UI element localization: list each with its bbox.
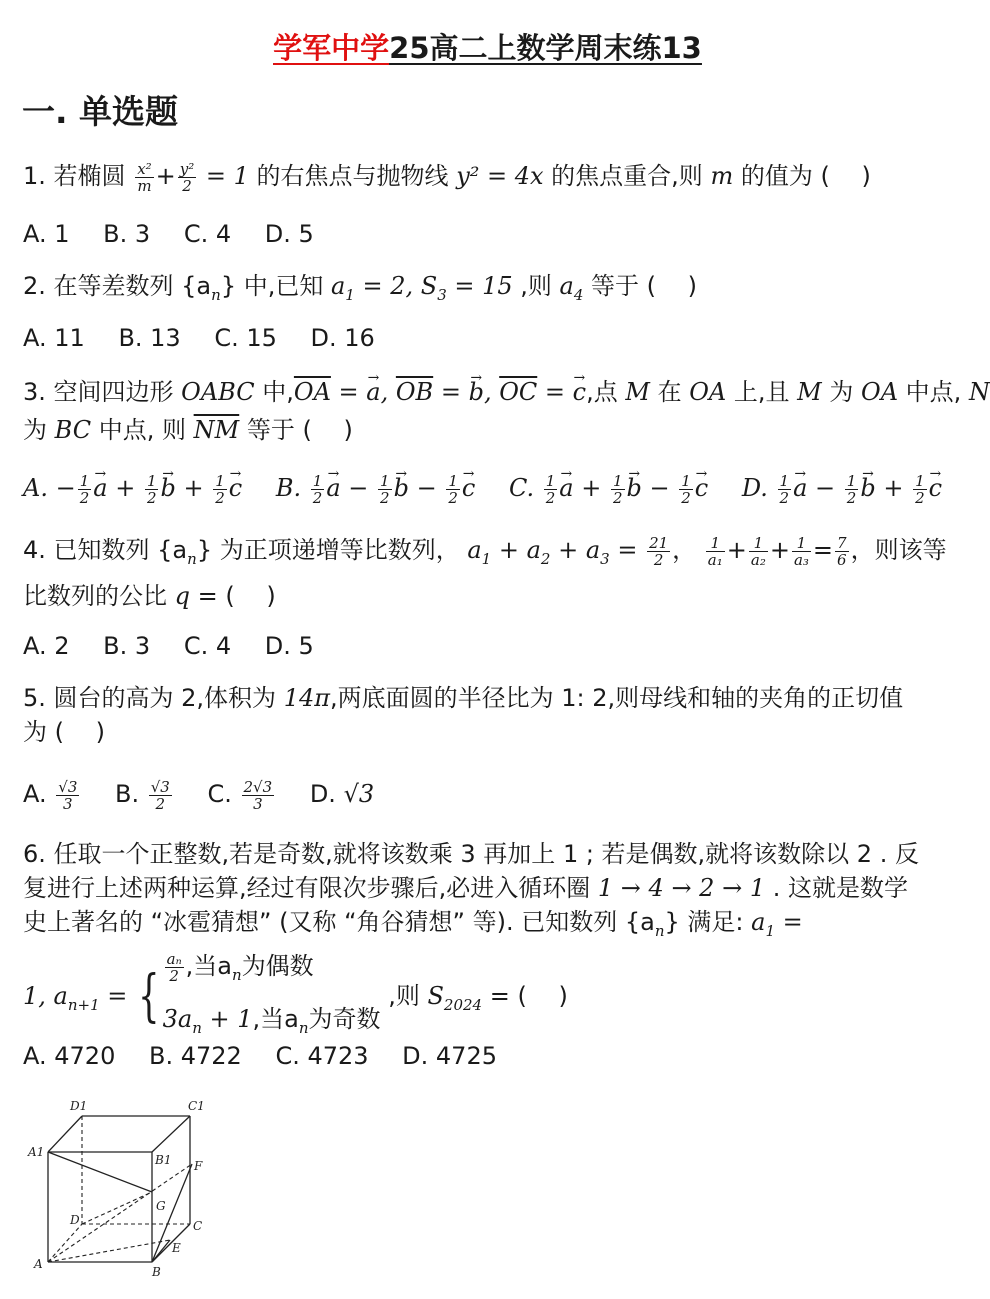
option-a[interactable]: A. 4720 [23,1042,116,1070]
q1-number: 1. [23,162,46,190]
q4-text-d: 比数列的公比 [23,582,167,610]
option-b[interactable]: B. $\frac{1}{2}$ → a − $\frac{1}{2}$ → b − $\frac{1}{2}$ → c [276,472,475,506]
question-2: 2. 在等差数列 $\{a_n\}$ 中,已知 $a_1 = 2$, $S_3 = 15$ ,则 $a_4$ 等于 ( ) [23,272,698,304]
label-g: G [156,1199,166,1213]
option-b[interactable]: B. 4722 [148,1042,242,1070]
q3-text: 3. 空间四边形 [23,378,174,406]
label-b: B [152,1265,161,1279]
q1-text-d: 的值为 ( ) [740,162,871,190]
q3-text-c: ,点 [586,378,618,406]
q6-case-1-tail: 为偶数 [241,952,314,980]
option-b[interactable]: B. $\frac{√3}{2}$ [115,777,170,813]
q6-case-1: ,当a [185,952,233,980]
question-6-line-4: 1, $a_{n+1}$ = { $\frac{\text{aₙ}}{2}$ ,当$a_n$为偶数 $3a_n + 1$,当$a_n$为奇数 ,则 $S_{2024}$ = ( ) [23,950,568,1037]
q3-text-g: 中点, [905,378,962,406]
label-a1: A1 [28,1145,45,1159]
q1-text-c: 的焦点重合,则 [551,162,703,190]
option-a[interactable]: A. 1 [23,220,70,248]
q3-text-e: 上,且 [733,378,790,406]
q1-options [23,218,340,250]
question-1: 1. 若椭圆 $\frac{\text{x²}}{m}$ + $\frac{\text{y²}}{2}$ = 1 的右焦点与抛物线 y² = 4x 的焦点重合,则 m 的值为 ( ) [23,159,871,195]
question-5-line-1: 5. 圆台的高为 2,体积为 14π,两底面圆的半径比为 1: 2,则母线和轴的夹角的正切值 [23,684,904,712]
option-c[interactable]: C. $\frac{2√3}{3}$ [207,777,273,813]
option-c[interactable]: C. 4723 [275,1042,369,1070]
q6-text-d: } 满足: [664,908,744,936]
option-d[interactable]: D. 16 [310,324,375,352]
question-3-line-1: 3. 空间四边形 OABC 中$,\overline{OA}$ = → a, $\overline{OB}$ = → b, $\overline{OC}$ = → c,点 M 在 OA 上,且 M 为 OA 中点, N [23,376,990,408]
q6-text-b: . 这就是数学 [772,874,908,902]
label-c: C [193,1219,203,1233]
option-a[interactable]: A. − $\frac{1}{2}$ → a + $\frac{1}{2}$ → b + $\frac{1}{2}$ → c [23,472,242,506]
option-d[interactable]: D. $\frac{1}{2}$ → a − $\frac{1}{2}$ → b + $\frac{1}{2}$ → c [742,472,942,506]
option-c[interactable]: C. $\frac{1}{2}$ → a + $\frac{1}{2}$ → b − $\frac{1}{2}$ → c [509,472,708,506]
question-6-line-1: 6. 任取一个正整数,若是奇数,就将该数乘 3 再加上 1 ; 若是偶数,就将该数除以 2 . 反 [23,840,919,868]
cube-figure [24,1092,224,1282]
option-c[interactable]: C. 15 [214,324,277,352]
option-c[interactable]: C. 4 [183,220,232,248]
q3-text-b: 中, [262,378,294,406]
q3-text-f: 为 [829,378,854,406]
q1-frac-y: $\frac{\text{y²}}{2}$ [179,159,195,195]
question-5-line-2: 为 ( ) [23,718,105,746]
q2-tail: 等于 ( ) [591,272,698,300]
label-c1: C1 [188,1099,205,1113]
q1-frac-x: $\frac{\text{x²}}{m}$ [137,159,152,195]
q3-options [23,472,968,506]
q3-text-j: 等于 ( ) [246,416,353,444]
q6-then: ,则 [388,981,420,1010]
question-3-line-2: 为 BC 中点, 则 $\overline{NM}$ 等于 ( ) [23,416,353,444]
option-d[interactable]: D. 4725 [402,1042,497,1070]
option-d[interactable]: D. √3 [309,780,375,808]
label-d1: D1 [70,1099,88,1113]
q2-mid: } 中,已知 [220,272,324,300]
page-title [0,26,975,67]
question-4-line-1: 4. 已知数列 $\{a_n\}$ 为正项递增等比数列， $a_1 + a_2 + a_3$ = $\frac{21}{2}$ ， $\frac{1}{\text{a₁}}$ + $\frac{1}{\text{a₂}}$ + $\frac{1}{\text{a₃}}$ = $\frac{7}{6}$ ，则该等 [23,533,947,569]
option-b[interactable]: B. 3 [103,632,151,660]
section-heading: 一. 单选题 [22,92,179,131]
q4-text-e: = ( ) [197,582,276,610]
q4-text-c: ，则该等 [850,536,947,564]
q5-text-b: ,两底面圆的半径比为 1: 2,则母线和轴的夹角的正切值 [330,684,904,712]
question-4-line-2: 比数列的公比 q = ( ) [23,582,276,610]
q2-options [23,322,401,354]
question-6-line-2: 复进行上述两种运算,经过有限次步骤后,必进入循环圈 1 → 4 → 2 → 1 . 这就是数学 [23,874,908,902]
q2-text: 2. 在等差数列 {a [23,272,212,300]
label-b1: B1 [155,1153,172,1167]
question-6-line-3: 史上著名的 “冰雹猜想” (又称 “角谷猜想” 等). 已知数列 $\{a_n\}$ 满足: $a_1$ = [23,908,803,940]
q6-case-2: ,当a [252,1004,299,1033]
option-c[interactable]: C. 4 [183,632,232,660]
title-school: 学军中学 [273,31,390,65]
option-d[interactable]: D. 5 [264,220,314,248]
option-a[interactable]: A. $\frac{√3}{3}$ [23,777,78,813]
label-f: F [194,1159,203,1173]
q5-text: 5. 圆台的高为 2,体积为 [23,684,277,712]
title-rest: 25高二上数学周末练13 [389,31,702,65]
q4-options [23,630,340,662]
q5-options [23,778,400,812]
option-d[interactable]: D. 5 [264,632,314,660]
q3-text-h: 为 [23,416,47,444]
q1-text-b: 的右焦点与抛物线 [256,162,449,190]
label-d: D [70,1213,80,1227]
q3-text-d: 在 [657,378,682,406]
q3-text-i: 中点, 则 [98,416,186,444]
q4-text-b: } 为正项递增等比数列， [196,536,460,564]
q6-text: 复进行上述两种运算,经过有限次步骤后,必进入循环圈 [23,874,591,902]
option-b[interactable]: B. 13 [118,324,181,352]
q6-tail: = ( ) [489,981,568,1010]
label-a: A [34,1257,43,1271]
option-a[interactable]: A. 2 [23,632,70,660]
q6-text-c: 史上著名的 “冰雹猜想” (又称 “角谷猜想” 等). 已知数列 {a [23,908,655,936]
q4-text: 4. 已知数列 {a [23,536,188,564]
option-a[interactable]: A. 11 [23,324,85,352]
q6-options [23,1040,523,1072]
q6-case-2-tail: 为奇数 [308,1004,381,1033]
q1-text: 若椭圆 [53,162,126,190]
label-e: E [172,1241,181,1255]
option-b[interactable]: B. 3 [103,220,151,248]
